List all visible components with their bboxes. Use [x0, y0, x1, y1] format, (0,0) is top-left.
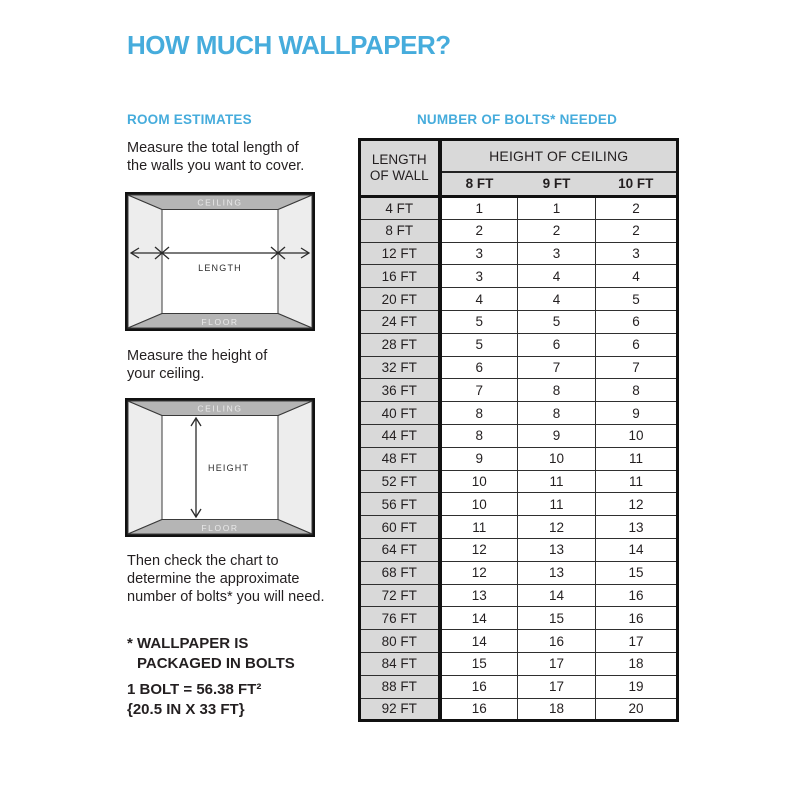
header-line: OF WALL — [369, 168, 429, 183]
wall-length-cell: 12 FT — [360, 242, 440, 265]
bolts-value-cell: 4 — [440, 288, 518, 311]
bolts-value-cell: 3 — [518, 242, 596, 265]
wall-length-cell: 84 FT — [360, 652, 440, 675]
bolts-value-cell: 9 — [596, 402, 678, 425]
bolts-value-cell: 9 — [440, 447, 518, 470]
table-row — [360, 288, 678, 311]
bolts-value-cell: 11 — [518, 493, 596, 516]
wall-length-cell: 56 FT — [360, 493, 440, 516]
bolts-value-cell: 11 — [440, 516, 518, 539]
floor-label: FLOOR — [201, 317, 239, 327]
bolts-value-cell: 17 — [518, 652, 596, 675]
bolts-value-cell: 14 — [440, 607, 518, 630]
bolts-value-cell: 11 — [596, 470, 678, 493]
column-header-9ft: 9 FT — [518, 172, 596, 197]
wall-length-cell: 40 FT — [360, 402, 440, 425]
bolts-value-cell: 10 — [596, 424, 678, 447]
table-row — [360, 584, 678, 607]
note-line: 1 BOLT = 56.38 FT² — [127, 681, 262, 698]
table-row — [360, 219, 678, 242]
length-room-diagram — [125, 192, 315, 331]
bolts-value-cell: 14 — [440, 630, 518, 653]
bolts-value-cell: 3 — [440, 265, 518, 288]
wall-length-cell: 4 FT — [360, 197, 440, 220]
room-estimates-heading: ROOM ESTIMATES — [127, 112, 252, 127]
paragraph-line: Then check the chart to — [127, 553, 279, 569]
measure-length-paragraph — [127, 139, 304, 175]
wall-length-cell: 36 FT — [360, 379, 440, 402]
left-wall — [128, 401, 162, 534]
bolts-table — [358, 138, 679, 722]
table-row — [360, 470, 678, 493]
bolts-needed-heading: NUMBER OF BOLTS* NEEDED — [416, 112, 618, 127]
measure-height-paragraph — [127, 347, 267, 383]
bolts-value-cell: 13 — [596, 516, 678, 539]
bolts-value-cell: 4 — [596, 265, 678, 288]
table-row — [360, 493, 678, 516]
wall-length-cell: 28 FT — [360, 333, 440, 356]
length-label: LENGTH — [198, 263, 242, 273]
bolts-value-cell: 9 — [518, 424, 596, 447]
bolts-value-cell: 15 — [518, 607, 596, 630]
bolts-value-cell: 14 — [596, 538, 678, 561]
wall-length-cell: 64 FT — [360, 538, 440, 561]
bolts-value-cell: 19 — [596, 675, 678, 698]
check-chart-paragraph — [127, 552, 324, 606]
bolts-value-cell: 8 — [518, 402, 596, 425]
table-row — [360, 356, 678, 379]
wall-length-cell: 80 FT — [360, 630, 440, 653]
table-row — [360, 516, 678, 539]
paragraph-line: number of bolts* you will need. — [127, 589, 325, 605]
floor-label: FLOOR — [201, 523, 239, 533]
wall-length-cell: 16 FT — [360, 265, 440, 288]
bolts-value-cell: 1 — [518, 197, 596, 220]
bolts-value-cell: 3 — [440, 242, 518, 265]
bolts-value-cell: 4 — [518, 288, 596, 311]
bolts-value-cell: 15 — [440, 652, 518, 675]
bolts-value-cell: 17 — [518, 675, 596, 698]
bolts-value-cell: 11 — [596, 447, 678, 470]
bolts-value-cell: 12 — [440, 538, 518, 561]
bolts-value-cell: 7 — [518, 356, 596, 379]
bolts-value-cell: 8 — [440, 424, 518, 447]
bolts-value-cell: 1 — [440, 197, 518, 220]
table-row — [360, 561, 678, 584]
bolts-value-cell: 13 — [440, 584, 518, 607]
bolts-value-cell: 16 — [596, 607, 678, 630]
right-wall — [278, 401, 312, 534]
bolts-value-cell: 6 — [596, 310, 678, 333]
column-header-10ft: 10 FT — [596, 172, 678, 197]
wall-length-cell: 44 FT — [360, 424, 440, 447]
height-of-ceiling-header: HEIGHT OF CEILING — [440, 140, 678, 172]
table-header-row — [360, 140, 678, 172]
wall-length-cell: 72 FT — [360, 584, 440, 607]
table-row — [360, 265, 678, 288]
bolts-value-cell: 10 — [440, 470, 518, 493]
bolts-value-cell: 5 — [518, 310, 596, 333]
bolts-value-cell: 2 — [440, 219, 518, 242]
bolts-value-cell: 2 — [596, 197, 678, 220]
bolts-value-cell: 15 — [596, 561, 678, 584]
note-line: * WALLPAPER IS — [127, 635, 249, 652]
table-row — [360, 630, 678, 653]
bolts-value-cell: 12 — [596, 493, 678, 516]
paragraph-line: your ceiling. — [127, 366, 205, 382]
bolts-value-cell: 10 — [440, 493, 518, 516]
table-row — [360, 310, 678, 333]
header-line: LENGTH — [371, 152, 427, 167]
note-line: PACKAGED IN BOLTS — [137, 654, 295, 672]
table-row — [360, 333, 678, 356]
ceiling-label: CEILING — [197, 197, 243, 208]
wall-length-cell: 20 FT — [360, 288, 440, 311]
table-row — [360, 675, 678, 698]
left-wall — [128, 195, 162, 328]
bolts-value-cell: 6 — [518, 333, 596, 356]
bolts-value-cell: 12 — [440, 561, 518, 584]
bolts-value-cell: 13 — [518, 561, 596, 584]
wall-length-cell: 32 FT — [360, 356, 440, 379]
bolts-value-cell: 8 — [440, 402, 518, 425]
column-header-8ft: 8 FT — [440, 172, 518, 197]
bolts-value-cell: 5 — [596, 288, 678, 311]
wall-length-cell: 24 FT — [360, 310, 440, 333]
wall-length-cell: 76 FT — [360, 607, 440, 630]
bolts-value-cell: 18 — [596, 652, 678, 675]
bolts-value-cell: 10 — [518, 447, 596, 470]
bolts-value-cell: 18 — [518, 698, 596, 721]
ceiling-label: CEILING — [197, 403, 243, 414]
bolts-value-cell: 16 — [440, 675, 518, 698]
table-row — [360, 242, 678, 265]
wall-length-cell: 92 FT — [360, 698, 440, 721]
bolts-value-cell: 17 — [596, 630, 678, 653]
bolts-value-cell: 16 — [596, 584, 678, 607]
height-room-diagram — [125, 398, 315, 537]
bolt-size-note — [127, 680, 261, 719]
table-row — [360, 698, 678, 721]
wall-length-cell: 52 FT — [360, 470, 440, 493]
bolts-value-cell: 8 — [518, 379, 596, 402]
height-room-diagram-svg — [125, 398, 315, 537]
bolts-value-cell: 2 — [518, 219, 596, 242]
back-wall — [162, 210, 278, 314]
table-row — [360, 379, 678, 402]
bolts-value-cell: 6 — [440, 356, 518, 379]
bolts-value-cell: 7 — [440, 379, 518, 402]
bolts-value-cell: 13 — [518, 538, 596, 561]
table-row — [360, 607, 678, 630]
bolts-table-container — [358, 138, 679, 722]
wall-length-cell: 68 FT — [360, 561, 440, 584]
bolts-value-cell: 2 — [596, 219, 678, 242]
wall-length-cell: 8 FT — [360, 219, 440, 242]
bolts-value-cell: 4 — [518, 265, 596, 288]
paragraph-line: Measure the total length of — [127, 140, 299, 156]
length-room-diagram-svg — [125, 192, 315, 331]
length-of-wall-header — [360, 140, 440, 197]
bolts-value-cell: 5 — [440, 310, 518, 333]
wall-length-cell: 88 FT — [360, 675, 440, 698]
table-row — [360, 652, 678, 675]
bolts-value-cell: 11 — [518, 470, 596, 493]
table-row — [360, 447, 678, 470]
bolts-value-cell: 8 — [596, 379, 678, 402]
bolts-value-cell: 14 — [518, 584, 596, 607]
bolts-value-cell: 20 — [596, 698, 678, 721]
bolts-value-cell: 16 — [518, 630, 596, 653]
wallpaper-bolts-note — [127, 634, 295, 673]
right-wall — [278, 195, 312, 328]
wall-length-cell: 60 FT — [360, 516, 440, 539]
table-row — [360, 197, 678, 220]
table-row — [360, 424, 678, 447]
paragraph-line: the walls you want to cover. — [127, 158, 305, 174]
table-row — [360, 538, 678, 561]
bolts-value-cell: 6 — [596, 333, 678, 356]
bolts-value-cell: 12 — [518, 516, 596, 539]
table-row — [360, 402, 678, 425]
wall-length-cell: 48 FT — [360, 447, 440, 470]
page-title: HOW MUCH WALLPAPER? — [127, 30, 451, 60]
note-line: {20.5 IN X 33 FT} — [127, 700, 245, 718]
bolts-value-cell: 16 — [440, 698, 518, 721]
bolts-value-cell: 3 — [596, 242, 678, 265]
bolts-table-body — [360, 197, 678, 721]
paragraph-line: Measure the height of — [127, 348, 268, 364]
height-label: HEIGHT — [208, 463, 250, 473]
bolts-value-cell: 7 — [596, 356, 678, 379]
bolts-value-cell: 5 — [440, 333, 518, 356]
paragraph-line: determine the approximate — [127, 571, 300, 587]
